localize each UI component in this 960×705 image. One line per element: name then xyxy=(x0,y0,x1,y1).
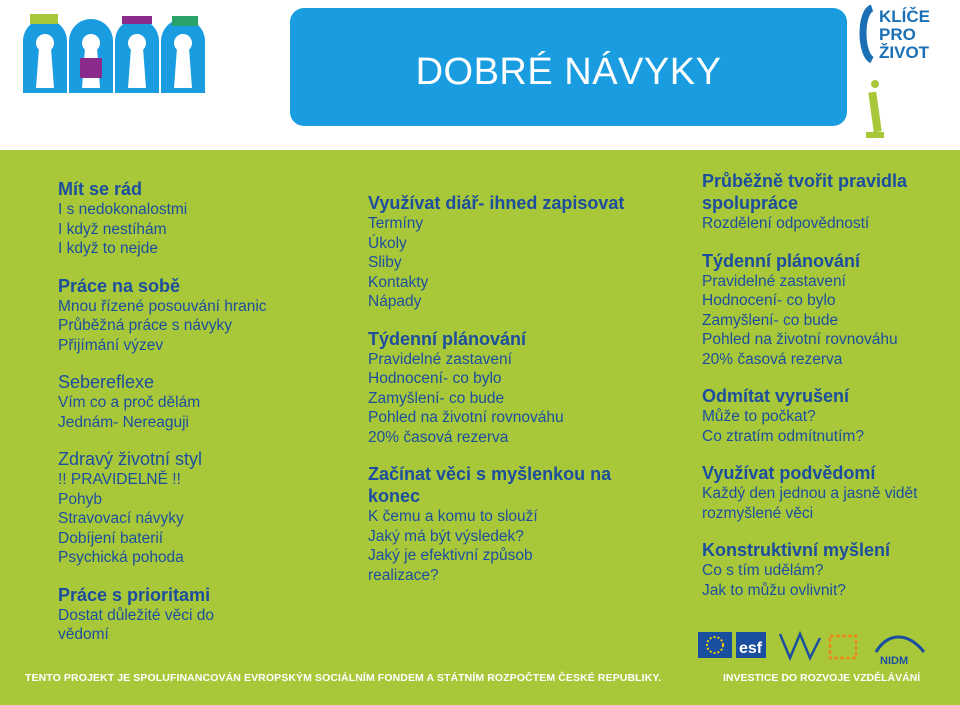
column-right xyxy=(702,170,954,616)
section-line: Pohled na životní rovnováhu xyxy=(368,409,564,426)
section-diar xyxy=(368,192,628,312)
footer-cofinancing-text: TENTO PROJEKT JE SPOLUFINANCOVÁN EVROPSKÝM SOCIÁLNÍM FONDEM A STÁTNÍM ROZPOČTEM ČESKÉ REPUBLIKY. xyxy=(25,672,662,684)
column-left xyxy=(58,178,318,661)
section-vyuzivat-podvedomi xyxy=(702,462,954,523)
column-middle xyxy=(368,192,628,601)
section-line: Rozdělení odpovědností xyxy=(702,215,870,232)
partner-logos xyxy=(698,628,938,668)
section-line: Jak to můžu ovlivnit? xyxy=(702,581,846,599)
section-heading: Práce na sobě xyxy=(58,275,181,296)
nidm-logo-text: NIDM xyxy=(880,655,909,667)
section-line: Zamyšlení- co bude xyxy=(368,389,505,407)
section-line: !! PRAVIDELNĚ !! xyxy=(58,471,181,488)
msmt-logo xyxy=(780,634,820,658)
section-line: I s nedokonalostmi xyxy=(58,201,188,218)
section-line: K čemu a komu to slouží xyxy=(368,508,538,525)
footer-investment-text: INVESTICE DO ROZVOJE VZDĚLÁVÁNÍ xyxy=(723,672,921,684)
section-heading: Využívat podvědomí xyxy=(702,463,876,483)
header xyxy=(0,0,960,150)
section-konstruktivni-mysleni xyxy=(702,539,954,600)
section-line: Kontakty xyxy=(368,273,429,291)
section-line: Jaký je efektivní způsob xyxy=(368,547,533,564)
section-tydenni-planovani xyxy=(368,328,628,448)
section-line: Termíny xyxy=(368,215,424,232)
section-line: Dostat důležité věci do xyxy=(58,606,214,624)
keyhole-logo xyxy=(22,8,212,98)
section-heading: Týdenní plánování xyxy=(702,250,861,271)
section-zacinat-veci xyxy=(368,463,628,585)
section-line: realizace? xyxy=(368,566,439,584)
esf-logo-text: esf xyxy=(739,640,763,657)
eu-flag-logo xyxy=(698,632,732,658)
section-line: 20% časová rezerva xyxy=(702,350,843,368)
section-heading: Průběžně tvořit pravidla spolupráce xyxy=(702,171,908,213)
section-line: Může to počkat? xyxy=(702,408,816,425)
section-line: Průběžná práce s návyky xyxy=(58,317,233,334)
section-line: Pohled na životní rovnováhu xyxy=(702,331,898,348)
section-zdravy-zivotni-styl xyxy=(58,448,318,568)
section-line: I když to nejde xyxy=(58,240,158,257)
section-line: Vím co a proč dělám xyxy=(58,394,201,411)
section-heading: Odmítat vyrušení xyxy=(702,386,850,406)
nidm-logo xyxy=(876,637,924,667)
section-line: Dobíjení baterií xyxy=(58,529,164,547)
section-heading: Mít se rád xyxy=(58,179,143,199)
op-logo xyxy=(830,636,856,658)
section-line: Hodnocení- co bylo xyxy=(702,292,836,309)
section-heading: Konstruktivní myšlení xyxy=(702,540,891,560)
section-line: Každý den jednou a jasně vidět xyxy=(702,485,918,502)
page-title: DOBRÉ NÁVYKY xyxy=(415,50,722,93)
section-odmitat-vyruseni xyxy=(702,385,954,446)
section-line: Mnou řízené posouvání hranic xyxy=(58,297,267,315)
section-heading: Využívat diář- ihned zapisovat xyxy=(368,193,625,213)
section-tydenni-planovani xyxy=(702,250,954,370)
title-banner xyxy=(290,8,847,126)
section-sebereflexe xyxy=(58,371,318,432)
section-line: Sliby xyxy=(368,254,402,271)
section-line: Pravidelné zastavení xyxy=(368,350,512,368)
section-line: Přijímání výzev xyxy=(58,336,164,354)
section-line: Pohyb xyxy=(58,490,102,508)
section-heading: Začínat věci s myšlenkou na konec xyxy=(368,464,612,506)
section-line: Pravidelné zastavení xyxy=(702,272,846,290)
section-heading: Sebereflexe xyxy=(58,372,155,392)
section-line: 20% časová rezerva xyxy=(368,428,509,446)
section-line: Co ztratím odmítnutím? xyxy=(702,427,864,445)
section-line: rozmyšlené věci xyxy=(702,504,814,522)
section-line: Jednám- Nereaguji xyxy=(58,413,189,431)
section-line: Jaký má být výsledek? xyxy=(368,527,524,545)
esf-logo xyxy=(736,632,766,658)
section-prace-s-prioritami xyxy=(58,584,318,645)
section-line: Zamyšlení- co bude xyxy=(702,311,839,329)
section-line: Nápady xyxy=(368,293,422,310)
section-heading: Týdenní plánování xyxy=(368,328,527,349)
section-line: vědomí xyxy=(58,626,109,643)
section-heading: Zdravý životní styl xyxy=(58,449,203,469)
section-line: Co s tím udělám? xyxy=(702,562,824,579)
section-pravidla-spoluprace xyxy=(702,170,954,234)
section-line: Stravovací návyky xyxy=(58,510,184,527)
section-heading: Práce s prioritami xyxy=(58,584,211,605)
section-line: Hodnocení- co bylo xyxy=(368,370,502,387)
section-line: Psychická pohoda xyxy=(58,549,184,566)
brand-logo xyxy=(856,4,956,144)
brand-text: KLÍČE PRO ŽIVOT xyxy=(879,7,930,62)
section-prace-na-sobe xyxy=(58,275,318,356)
section-line: I když nestíhám xyxy=(58,220,167,238)
section-mit-se-rad xyxy=(58,178,318,259)
section-line: Úkoly xyxy=(368,234,407,252)
